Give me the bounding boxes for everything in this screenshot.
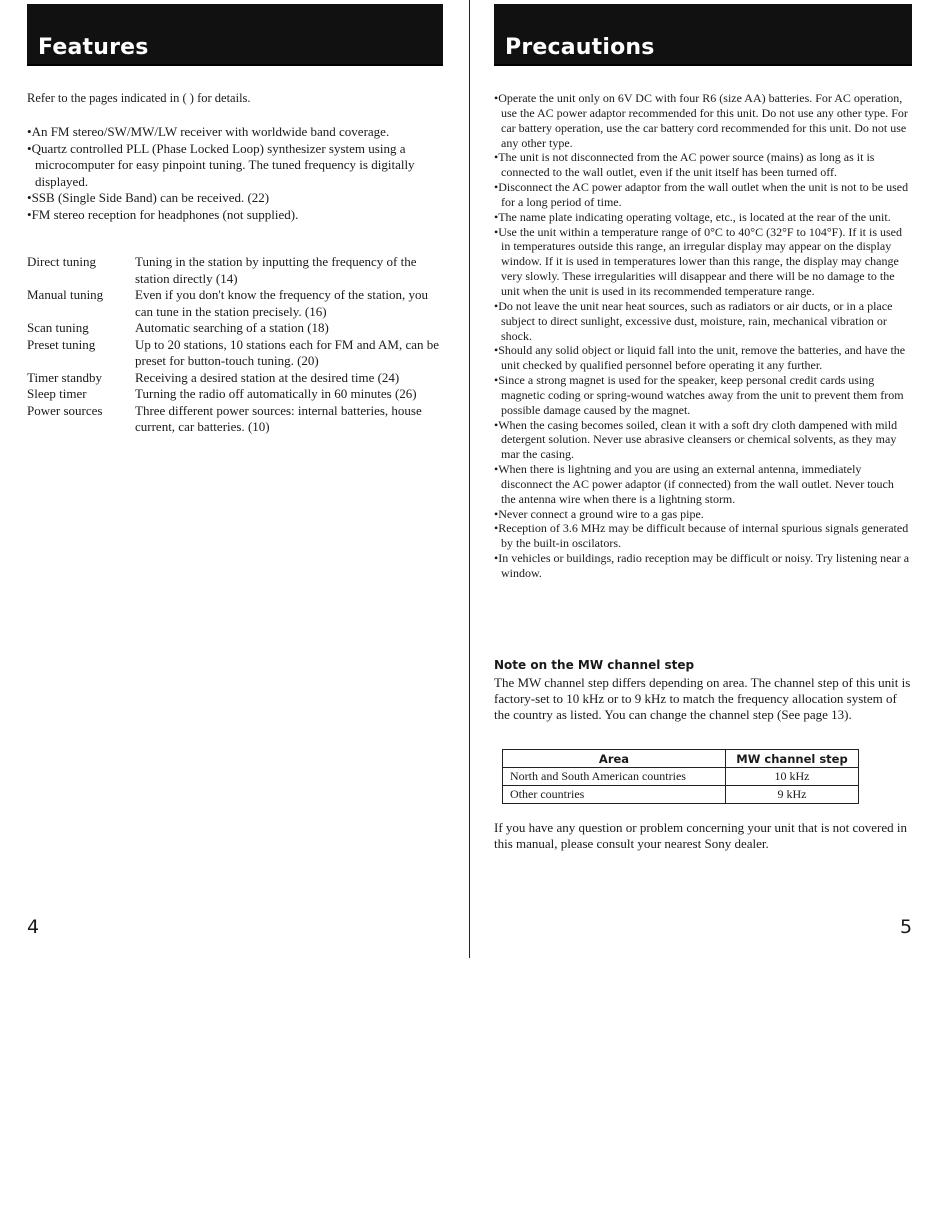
feature-item: • SSB (Single Side Band) can be received. (22) (27, 190, 447, 207)
precaution-item: • In vehicles or buildings, radio reception may be difficult or noisy. Try listening near a window. (494, 551, 910, 581)
precaution-item: • Use the unit within a temperature range of 0°C to 40°C (32°F to 104°F). If it is used in temperatures outside this range, an irregular display may appear on the display window. If it is used in temperatures lower than this range, the display may change very slowly. These irregularities will disappear and there will be no damage to the unit when the unit is used in its recommended temperature range. (494, 225, 910, 299)
note-heading: Note on the MW channel step (494, 658, 695, 672)
precautions-list (494, 91, 910, 581)
table-cell-area: Other countries (503, 786, 726, 804)
precaution-item: • When there is lightning and you are using an external antenna, immediately disconnect the AC power adaptor (if connected) from the wall outlet. Never touch the antenna wire when there is a lightning storm. (494, 462, 910, 507)
precautions-banner (494, 4, 912, 66)
function-term: Scan tuning (27, 320, 89, 335)
function-term: Preset tuning (27, 336, 96, 352)
table-cell-area: North and South American countries (503, 768, 726, 786)
precaution-item: • Since a strong magnet is used for the speaker, keep personal credit cards using magnetic coding or spring-wound watches away from the unit to prevent them from possible damage caused by the magnet. (494, 373, 910, 418)
function-term: Direct tuning (27, 254, 96, 269)
function-term: Sleep timer (27, 386, 87, 401)
function-row (27, 287, 447, 320)
precaution-item: • Disconnect the AC power adaptor from the wall outlet when the unit is not to be used for a long period of time. (494, 180, 910, 210)
function-row (27, 403, 447, 436)
function-desc: Up to 20 stations, 10 stations each for FM and AM, can be preset for button-touch tuning. (20) (135, 336, 440, 368)
feature-item: • An FM stereo/SW/MW/LW receiver with worldwide band coverage. (27, 124, 447, 141)
function-desc: Three different power sources: internal batteries, house current, car batteries. (10) (135, 402, 422, 434)
page-number: 5 (900, 916, 913, 938)
closing-paragraph: If you have any question or problem concerning your unit that is not covered in this manual, please consult your nearest Sony dealer. (494, 820, 908, 852)
features-intro: Refer to the pages indicated in ( ) for details. (27, 91, 251, 105)
function-row (27, 337, 447, 370)
function-row (27, 320, 447, 337)
channel-step-table (502, 749, 859, 804)
precaution-item: • The unit is not disconnected from the AC power source (mains) as long as it is connected to the wall outlet, even if the unit itself has been turned off. (494, 150, 910, 180)
page-divider (469, 0, 470, 958)
table-row (503, 768, 859, 786)
function-desc: Turning the radio off automatically in 60 minutes (26) (135, 386, 417, 401)
precaution-item: • When the casing becomes soiled, clean it with a soft dry cloth dampened with mild detergent solution. Never use abrasive cleansers or chemical solvents, as they may mar the casing. (494, 418, 910, 463)
features-title: Features (38, 35, 149, 60)
function-row (27, 254, 447, 287)
features-list (27, 124, 447, 223)
table-header-step: MW channel step (726, 750, 859, 768)
precaution-item: • Do not leave the unit near heat sources, such as radiators or air ducts, or in a place subject to direct sunlight, excessive dust, moisture, rain, mechanical vibration or shock. (494, 299, 910, 344)
function-desc: Automatic searching of a station (18) (135, 320, 329, 335)
function-term: Timer standby (27, 369, 102, 385)
table-cell-step: 10 kHz (726, 768, 859, 786)
function-desc: Receiving a desired station at the desired time (24) (135, 369, 400, 385)
function-row (27, 386, 447, 403)
precautions-title: Precautions (505, 35, 655, 60)
page-number: 4 (27, 916, 40, 938)
function-desc: Even if you don't know the frequency of the station, you can tune in the station precisely. (16) (135, 287, 428, 319)
features-banner (27, 4, 443, 66)
precaution-item: • The name plate indicating operating voltage, etc., is located at the rear of the unit. (494, 210, 910, 225)
function-desc: Tuning in the station by inputting the frequency of the station directly (14) (135, 254, 417, 286)
feature-item: • FM stereo reception for headphones (not supplied). (27, 207, 447, 224)
table-cell-step: 9 kHz (726, 786, 859, 804)
precaution-item: • Reception of 3.6 MHz may be difficult because of internal spurious signals generated by the built-in oscilators. (494, 521, 910, 551)
table-header-row (503, 750, 859, 768)
function-term: Manual tuning (27, 287, 104, 302)
feature-item: • Quartz controlled PLL (Phase Locked Loop) synthesizer system using a microcomputer for easy pinpoint tuning. The tuned frequency is digitally displayed. (27, 141, 447, 191)
precaution-item: • Never connect a ground wire to a gas pipe. (494, 507, 910, 522)
function-term: Power sources (27, 402, 103, 418)
table-header-area: Area (503, 750, 726, 768)
precaution-item: • Should any solid object or liquid fall into the unit, remove the batteries, and have the unit checked by qualified personnel before operating it any further. (494, 343, 910, 373)
note-body: The MW channel step differs depending on area. The channel step of this unit is factory-set to 10 kHz or to 9 kHz to match the frequency allocation system of the country as listed. You can change the channel step (See page 13). (494, 675, 911, 723)
table-row (503, 786, 859, 804)
precaution-item: • Operate the unit only on 6V DC with four R6 (size AA) batteries. For AC operation, use the AC power adaptor recommended for this unit. Do not use any other type. For car battery operation, use the car battery cord recommended for this unit. Do not use any other type. (494, 91, 910, 150)
function-row (27, 370, 447, 387)
functions-table (27, 254, 447, 436)
